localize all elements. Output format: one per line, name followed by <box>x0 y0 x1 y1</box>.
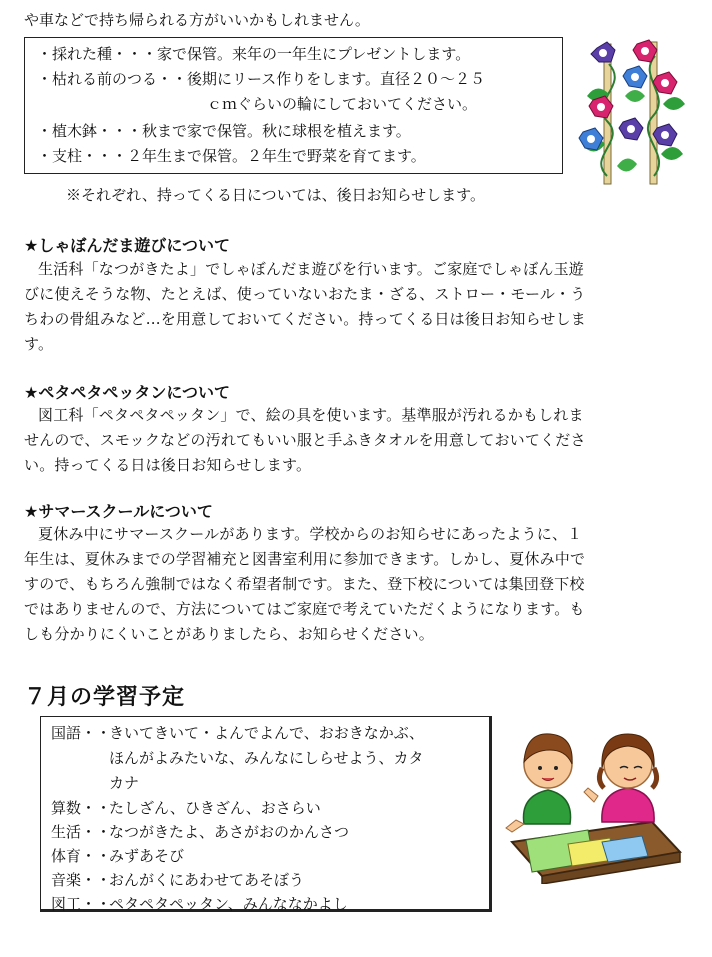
item-vines: ・枯れる前のつる・・後期にリース作りをします。直径２０～２５ <box>37 70 486 88</box>
paragraph-line: びに使えそうな物、たとえば、使っていないおたま・ざる、ストロー・モール・う <box>24 285 586 303</box>
paragraph-line: す。 <box>24 335 54 353</box>
subject-art: 図工・・ <box>51 895 112 913</box>
paragraph-line: 年生は、夏休みまでの学習補充と図書室利用に参加できます。しかし、夏休み中で <box>24 550 586 568</box>
schedule-life-line: なつがきたよ、あさがおのかんさつ <box>109 823 350 841</box>
schedule-japanese-line: きいてきいて・よんでよんで、おおきなかぶ、 <box>109 724 425 742</box>
paragraph-line: しも分かりにくいことがありましたら、お知らせください。 <box>24 625 434 643</box>
item-seeds: ・採れた種・・・家で保管。来年の一年生にプレゼントします。 <box>37 45 471 63</box>
subject-pe: 体育・・ <box>51 847 112 865</box>
schedule-art-line: ペタペタペッタン、みんななかよし <box>109 895 348 913</box>
schedule-japanese-line: カナ <box>109 774 140 792</box>
intro-line: や車などで持ち帰られる方がいいかもしれません。 <box>24 11 370 29</box>
schedule-box <box>40 716 492 912</box>
paragraph-line: 生活科「なつがきたよ」でしゃぼんだま遊びを行います。ご家庭でしゃぼん玉遊 <box>38 260 585 278</box>
section-body-summer-school <box>24 522 694 647</box>
schedule-math-line: たしざん、ひきざん、おさらい <box>109 799 321 817</box>
children-studying-illustration <box>502 724 682 884</box>
item-vines-cont: ｃｍぐらいの輪にしておいてください。 <box>207 95 478 113</box>
items-box <box>24 37 563 174</box>
paragraph-line: ちわの骨組みなど…を用意しておいてください。持ってくる日は後日お知らせしま <box>24 310 586 328</box>
item-pole: ・支柱・・・２年生まで保管。２年生で野菜を育てます。 <box>37 147 426 165</box>
paragraph-line: すので、もちろん強制ではなく希望者制です。また、登下校については集団登下校 <box>24 575 585 593</box>
section-title-summer-school: ★サマースクールについて <box>24 502 213 521</box>
item-pot: ・植木鉢・・・秋まで家で保管。秋に球根を植えます。 <box>37 122 411 140</box>
paragraph-line: 図工科「ペタペタペッタン」で、絵の具を使います。基準服が汚れるかもしれま <box>38 406 584 424</box>
paragraph-line: ではありませんので、方法についてはご家庭で考えていただくようになります。も <box>24 600 585 618</box>
schedule-japanese-line: ほんがよみたいな、みんなにしらせよう、カタ <box>109 749 424 767</box>
subject-music: 音楽・・ <box>51 871 112 889</box>
paragraph-line: せんので、スモックなどの汚れてもいい服と手ふきタオルを用意しておいてくださ <box>24 431 586 449</box>
section-body-petapeta <box>24 403 694 478</box>
schedule-pe-line: みずあそび <box>109 847 185 865</box>
morning-glory-illustration <box>577 36 687 186</box>
paragraph-line: い。持ってくる日は後日お知らせします。 <box>24 456 312 474</box>
paragraph-line: 夏休み中にサマースクールがあります。学校からのお知らせにあったように、１ <box>38 525 583 543</box>
section-body-soap-bubbles <box>24 257 694 357</box>
subject-life: 生活・・ <box>51 823 112 841</box>
section-title-petapeta: ★ペタペタペッタンについて <box>24 383 231 402</box>
schedule-music-line: おんがくにあわせてあそぼう <box>109 871 305 889</box>
subject-japanese: 国語・・ <box>51 724 112 742</box>
section-title-soap-bubbles: ★しゃぼんだま遊びについて <box>24 236 231 255</box>
subject-math: 算数・・ <box>51 799 112 817</box>
schedule-title: ７月の学習予定 <box>24 685 186 710</box>
note: ※それぞれ、持ってくる日については、後日お知らせします。 <box>66 186 485 204</box>
